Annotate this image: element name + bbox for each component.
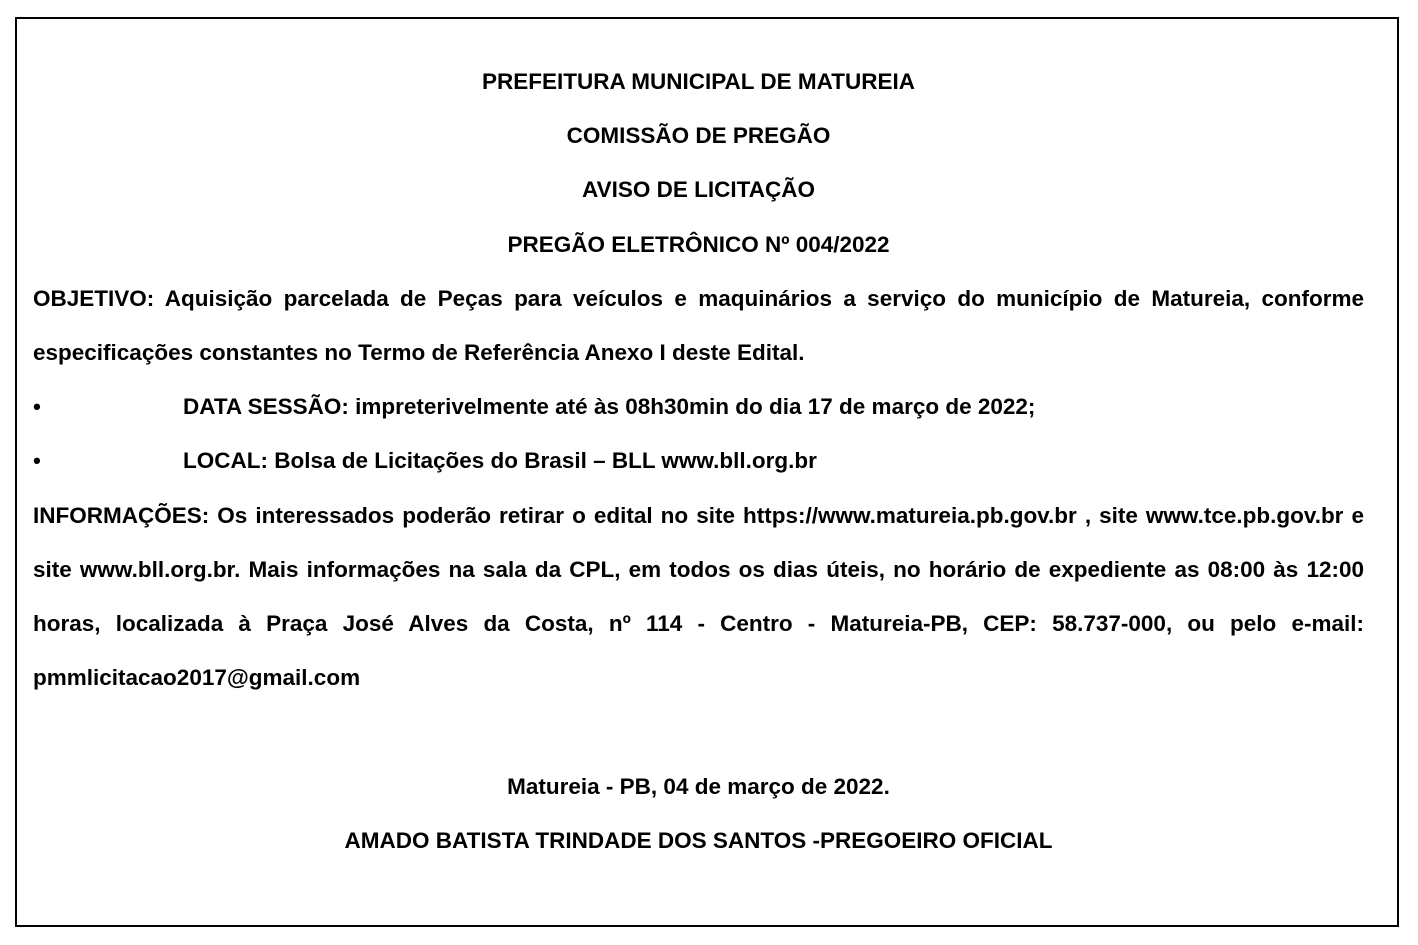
municipality-title: PREFEITURA MUNICIPAL DE MATUREIA xyxy=(482,69,915,94)
objective-paragraph: OBJETIVO: Aquisição parcelada de Peças para veículos e maquinários a serviço do município de Matureia, conforme especificações constantes no Termo de Referência Anexo I deste Edital. xyxy=(33,285,1364,366)
session-date-text: DATA SESSÃO: impreterivelmente até às 08h30min do dia 17 de março de 2022; xyxy=(183,394,1036,420)
auction-number-title: PREGÃO ELETRÔNICO Nº 004/2022 xyxy=(507,231,890,257)
place-date-line: Matureia - PB, 04 de março de 2022. xyxy=(507,773,890,799)
commission-title: COMISSÃO DE PREGÃO xyxy=(566,123,831,149)
information-paragraph: INFORMAÇÕES: Os interessados poderão retirar o edital no site https://www.matureia.pb.gov.br , site www.tce.pb.gov.br e site www.bll.org.br. Mais informações na sala da CPL, em todos os dias úteis, no horário de expediente as 08:00 às 12:00 horas, localizada à Praça José Alves da Costa, nº 114 - Centro - Matureia-PB, CEP: 58.737-000, ou pelo e-mail: pmmlicitacao2017@gmail.com xyxy=(33,502,1364,691)
signatory-line: AMADO BATISTA TRINDADE DOS SANTOS -PREGOEIRO OFICIAL xyxy=(344,827,1053,853)
session-date-item xyxy=(33,380,1364,434)
location-item xyxy=(33,434,1364,488)
blank-line xyxy=(33,705,1364,759)
bullet-icon: • xyxy=(33,448,41,474)
bullet-icon: • xyxy=(33,394,41,420)
notice-type-title: AVISO DE LICITAÇÃO xyxy=(582,177,815,203)
notice-content xyxy=(33,55,1364,868)
location-text: LOCAL: Bolsa de Licitações do Brasil – BLL www.bll.org.br xyxy=(183,448,817,474)
